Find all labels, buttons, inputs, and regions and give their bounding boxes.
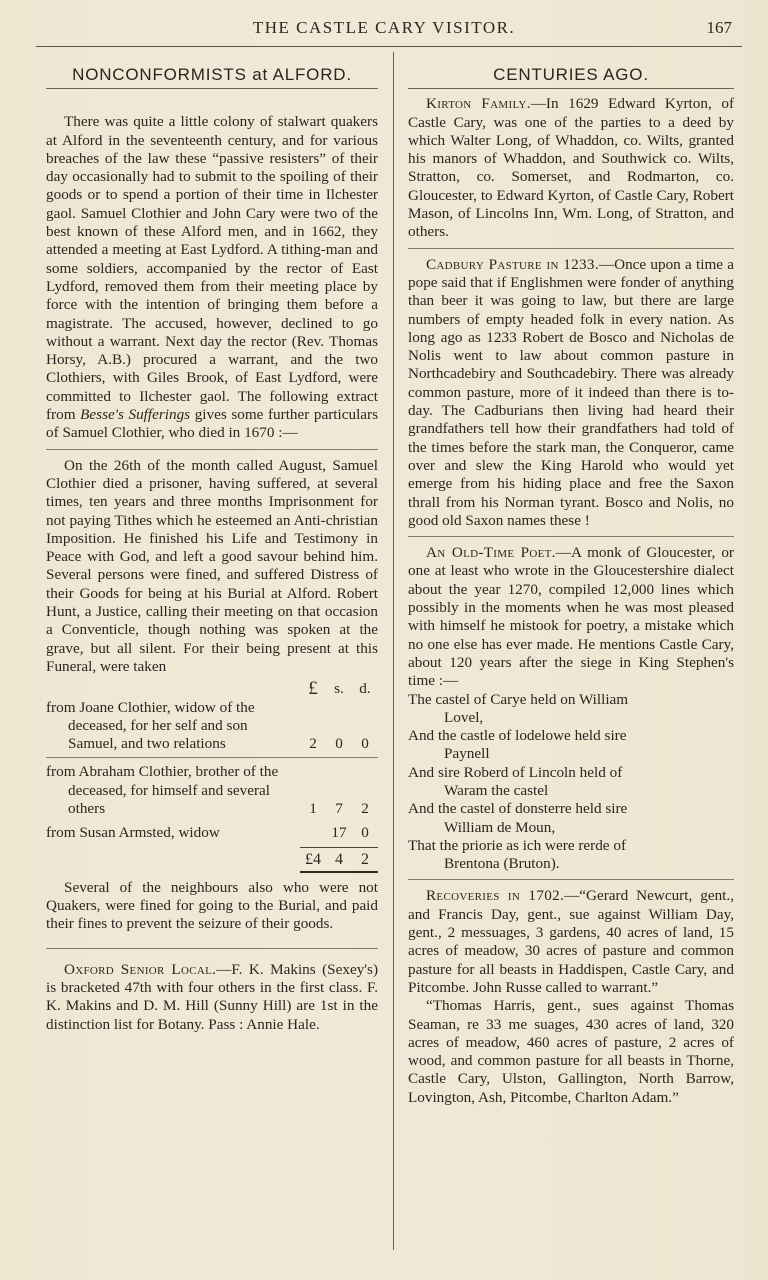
section-heading: Cadbury Pasture in 1233. bbox=[426, 255, 599, 273]
row-rule bbox=[46, 757, 378, 758]
article-paragraph bbox=[46, 113, 378, 442]
shillings-header: s. bbox=[334, 680, 344, 698]
fine-shillings: 0 bbox=[335, 735, 343, 753]
fine-pence: 2 bbox=[361, 799, 369, 817]
verse-line: The castel of Carye held on William bbox=[408, 690, 629, 708]
fine-description: from Susan Armsted, widow bbox=[46, 824, 220, 842]
verse-line: Paynell bbox=[444, 745, 490, 763]
fine-pounds: 2 bbox=[309, 735, 317, 753]
recoveries-paragraph bbox=[408, 887, 734, 997]
book-title: Besse's Sufferings bbox=[80, 406, 191, 424]
running-title: THE CASTLE CARY VISITOR. bbox=[252, 18, 516, 37]
right-column bbox=[408, 60, 734, 1107]
verse-line: And sire Roberd of Lincoln held of bbox=[408, 763, 623, 781]
paragraph-text: There was quite a little colony of stalwart quakers at Alford in the seventeenth century, and for various breaches of the law these “passive resisters” of their day occasionally had to submit to the spoiling of their goods or to spend a portion of their time in Ilchester gaol. Samuel Clothier and John Cary were two of the best known of these Alford men, and in 1662, they attended a meeting at East Lydford. A tithing-man and some soldiers, accompanied by the rector of East Lydford, removed them from their meeting place by force with the intention of bringing them before a magistrate. The accused, however, declined to go without a warrant. Next day the rector (Rev. Thomas Horsy, A.B.) procured a warrant, and the two Clothiers, with Giles Brook, of East Lydford, were committed to Ilchester gaol. The following extract from bbox=[46, 113, 378, 424]
section-rule bbox=[408, 536, 734, 537]
paragraph-text: gives some further particulars of Samuel Clothier, who died in 1670 :— bbox=[46, 406, 379, 442]
cadbury-paragraph bbox=[408, 256, 734, 530]
fine-shillings: 7 bbox=[335, 799, 343, 817]
section-rule bbox=[408, 248, 734, 249]
total-pounds: £4 bbox=[305, 850, 321, 868]
total-shillings: 4 bbox=[335, 850, 343, 868]
paragraph-text: —In 1629 Edward Kyrton, of Castle Cary, was one of the parties to a deed by which Walter Long, of Whaddon, co. Wilts, granted his manors of Whaddon, and Southwick co. Wilts, Stratton, co. Somerset, and Rodmarton, co. Gloucester, to Edward Kyrton, of Castle Cary, Robert Mason, of Lincolns Inn, Wm. Long, of Stratton, and others. bbox=[408, 95, 734, 241]
verse-block bbox=[408, 691, 734, 874]
total-pence: 2 bbox=[361, 850, 369, 868]
oxford-local-paragraph bbox=[46, 961, 378, 1034]
fine-pence: 0 bbox=[361, 735, 369, 753]
page-number: 167 bbox=[706, 18, 732, 37]
section-rule bbox=[46, 948, 378, 949]
verse-line: That the priorie as ich were rerde of bbox=[408, 836, 627, 854]
fine-description: from Abraham Clothier, brother of the deceased, for himself and several others bbox=[46, 763, 279, 817]
total-double-rule bbox=[300, 871, 378, 873]
fines-table-header bbox=[46, 680, 378, 698]
verse-line: William de Moun, bbox=[444, 818, 556, 836]
pounds-header: £ bbox=[308, 678, 318, 700]
kirton-paragraph bbox=[408, 95, 734, 241]
article-paragraph: On the 26th of the month called August, Samuel Clothier died a prisoner, having suffered, at several times, ten years and three months Imprisonment for not paying Tithes which he esteemed an Anti-christian Imposition. He finished his Life and Testimony in Peace with God, and left a good savour behind him. Several persons were fined, and suffered Distress of their Goods for being at his Burial at Alford. Robert Hunt, a Justice, calling their meeting on that occasion a Conventicle, though nothing was spoken at the grave, but all silent. For their being present at this Funeral, were taken bbox=[46, 456, 378, 675]
section-heading: An Old-Time Poet. bbox=[426, 544, 556, 562]
column-divider bbox=[393, 52, 394, 1250]
paragraph-text: —Once upon a time a pope said that if Englishmen were fonder of anything than beer it was going to law, but there are large numbers of empty headed folk in every nation. As long ago as 1233 Robert de Bosco and Nicholas de Nolis went to law about common pasture in Northcadebiry and Southcadebiry. There was already common pasture, more of it indeed than there is to-day. The Cadburians then living had heard their grandfathers tell how their grandfathers had told of the times before the stark man, the Conqueror, came over and slew the King Harold who would yet emerge from his hiding place and free the Saxon thrall from his Norman tyrant. Bosco and Nolis, no good old Saxon names these ! bbox=[408, 255, 734, 529]
verse-line: And the castle of lodelowe held sire bbox=[408, 727, 627, 745]
verse-line: Brentona (Bruton). bbox=[444, 855, 560, 873]
header-rule bbox=[36, 46, 742, 47]
fine-description: from Joane Clothier, widow of the deceased, for her self and son Samuel, and two relations bbox=[46, 698, 255, 753]
section-rule bbox=[408, 879, 734, 880]
running-header bbox=[0, 18, 768, 42]
article-title-centuries: CENTURIES AGO. bbox=[493, 65, 649, 84]
verse-line: Lovel, bbox=[444, 708, 484, 726]
fines-row bbox=[46, 699, 378, 754]
fines-row bbox=[46, 763, 378, 818]
left-column bbox=[46, 60, 378, 1034]
total-rule bbox=[300, 847, 378, 848]
section-heading: Kirton Family. bbox=[426, 95, 531, 113]
paragraph-rule bbox=[46, 449, 378, 450]
paragraph-text: —A monk of Gloucester, or one at least who wrote in the Gloucestershire dialect about the year 1270, compiled 12,000 lines which possibly in the moments when he was most pleased with himself he mistook for poetry, a mistake which no one else has ever made. He mentions Castle Cary, about 120 years after the siege in King Stephen's time :— bbox=[408, 544, 734, 690]
pence-header: d. bbox=[359, 680, 371, 698]
title-rule bbox=[46, 88, 378, 89]
article-paragraph: Several of the neighbours also who were not Quakers, were fined for going to the Burial, and paid their fines to prevent the seizure of their goods. bbox=[46, 878, 378, 933]
paragraph-text: —F. K. Makins (Sexey's) is bracketed 47th with four others in the first class. F. K. Makins and D. M. Hill (Sunny Hill) are 1st in the distinction list for Botany. Pass : Annie Hale. bbox=[46, 960, 379, 1033]
article-title-nonconformists: NONCONFORMISTS at ALFORD. bbox=[72, 65, 352, 84]
verse-line: Waram the castel bbox=[444, 781, 549, 799]
title-rule bbox=[408, 88, 734, 89]
verse-line: And the castel of donsterre held sire bbox=[408, 800, 628, 818]
fines-total-row bbox=[46, 851, 378, 869]
fine-pence: 0 bbox=[361, 824, 369, 842]
poet-paragraph bbox=[408, 544, 734, 690]
fine-shillings: 17 bbox=[331, 824, 347, 842]
fines-row bbox=[46, 824, 378, 842]
paragraph-text: —“Gerard Newcurt, gent., and Francis Day, gent., sue against William Day, gent., 2 messuages, 3 gardens, 40 acres of land, 15 acres of meadow, 30 acres of pasture and common pasture for all beasts in Haddispen, Castle Cary, and Pitcombe. John Russe called to warrant.” bbox=[408, 887, 734, 996]
section-heading: Recoveries in 1702. bbox=[426, 887, 565, 905]
section-heading: Oxford Senior Local. bbox=[64, 960, 217, 978]
fine-pounds: 1 bbox=[309, 799, 317, 817]
harris-paragraph: “Thomas Harris, gent., sues against Thomas Seaman, re 33 me suages, 430 acres of land, 320 acres of meadow, 460 acres of pasture, 2 acres of wood, and common pasture for all beasts in Thorne, Castle Cary, Ulston, Gallington, North Barrow, Lovington, Ash, Pitcombe, Charlton Adam.” bbox=[408, 997, 734, 1106]
